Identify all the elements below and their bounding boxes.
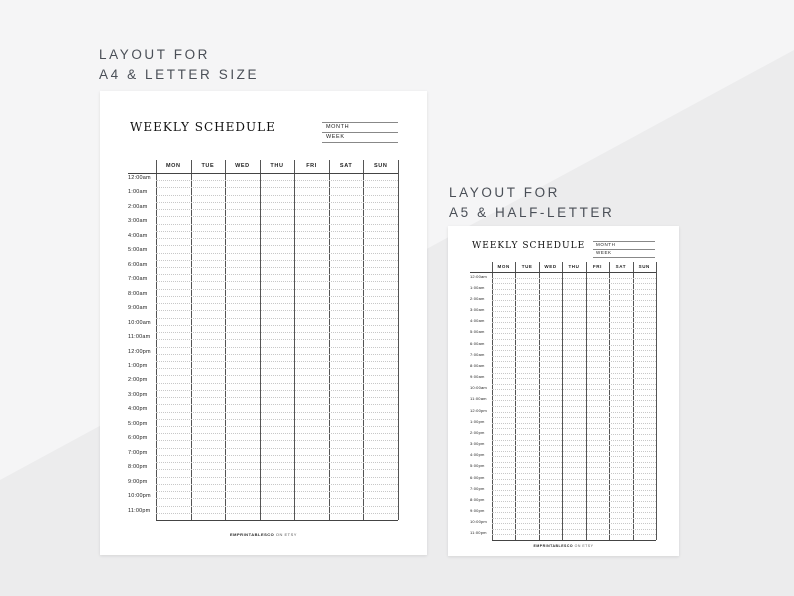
row-divider [156,440,398,441]
row-divider [492,462,656,463]
row-divider [156,253,398,254]
row-divider [156,231,398,232]
label-large-layout [99,45,259,85]
header-fields [593,241,655,259]
row-divider [492,400,656,401]
time-label: 8:00am [470,362,485,368]
time-label: 12:00pm [128,348,151,355]
day-header-mon: MON [497,263,510,269]
label-small-line-2: A5 & HALF-LETTER [449,205,615,220]
time-label: 9:00pm [470,508,485,513]
row-divider [156,433,398,434]
time-label: 7:00am [470,351,485,357]
footer-brand-name: EMPRINTABLESCO [230,532,275,537]
header-field-line [322,132,398,133]
row-divider [156,318,398,319]
time-label: 2:00pm [470,429,485,435]
row-divider [156,180,398,181]
row-divider [492,395,656,396]
row-divider [156,310,398,311]
row-divider [492,417,656,418]
time-label: 3:00pm [470,441,485,446]
time-label: 3:00pm [128,391,148,398]
time-label: 9:00am [470,374,485,379]
time-label: 6:00pm [128,435,148,442]
row-divider [156,498,398,499]
row-divider [492,529,656,530]
time-label: 7:00am [128,276,148,283]
row-divider [156,238,398,239]
day-header-thu: THU [568,263,580,269]
row-divider [492,373,656,374]
time-label: 7:00pm [470,485,485,491]
footer-brand-name: EMPRINTABLESCO [533,544,574,548]
row-divider [156,195,398,196]
day-header-mon: MON [165,163,181,169]
row-divider [492,501,656,502]
day-header-sun: SUN [373,163,388,169]
row-divider [492,479,656,480]
row-divider [156,245,398,246]
day-header-tue: TUE [201,163,215,169]
row-divider [492,306,656,307]
label-small-layout [449,183,614,223]
row-divider [492,322,656,323]
label-large-line-2: A4 & LETTER SIZE [99,67,260,82]
row-divider [492,361,656,362]
time-label: 6:00am [470,340,485,346]
row-divider [492,378,656,379]
header-rule [470,272,656,273]
row-divider [156,202,398,203]
time-label: 3:00am [470,307,485,312]
row-divider [492,345,656,346]
day-header-fri: FRI [592,263,602,269]
header-field-line [322,142,398,143]
row-divider [156,412,398,413]
header-fields [322,122,398,144]
time-label: 11:00am [470,396,487,402]
time-label: 12:00pm [470,407,487,413]
row-divider [156,224,398,225]
row-divider [156,390,398,391]
row-divider [156,491,398,492]
time-label: 1:00pm [470,418,485,424]
row-divider [156,506,398,507]
row-divider [156,347,398,348]
row-divider [492,412,656,413]
row-divider [492,328,656,329]
row-divider [156,448,398,449]
footer-brand [100,532,427,537]
row-divider [156,332,398,333]
month-label: MONTH [326,124,350,130]
row-divider [492,495,656,496]
row-divider [492,300,656,301]
time-label: 2:00am [470,295,485,301]
time-label: 11:00pm [128,507,151,514]
row-divider [156,361,398,362]
day-header-wed: WED [235,163,250,169]
label-large-line-1: LAYOUT FOR [99,47,211,62]
schedule-sheet-large [100,91,427,555]
row-divider [156,426,398,427]
row-divider [492,451,656,452]
row-divider [156,209,398,210]
row-divider [492,317,656,318]
schedule-title: WEEKLY SCHEDULE [472,241,586,251]
day-header-sun: SUN [638,263,650,269]
row-divider [156,303,398,304]
header-field-line [593,257,655,258]
time-label: 4:00am [470,318,485,324]
row-divider [492,283,656,284]
time-label: 5:00am [128,247,148,254]
time-label: 10:00pm [128,493,151,500]
month-label: MONTH [596,242,616,247]
row-divider [492,523,656,524]
row-divider [156,477,398,478]
row-divider [156,187,398,188]
time-label: 8:00pm [128,464,148,471]
row-divider [156,339,398,340]
time-label: 9:00pm [128,478,148,485]
column-divider [398,160,399,520]
row-divider [492,484,656,485]
schedule-sheet-small [448,226,679,556]
day-header-sat: SAT [615,263,627,269]
time-label: 11:00am [128,334,151,341]
time-label: 5:00am [470,329,485,335]
row-divider [492,294,656,295]
row-divider [156,216,398,217]
schedule-grid [470,262,656,540]
footer-suffix: ON ETSY [574,544,594,548]
time-label: 1:00pm [128,362,148,369]
footer-suffix: ON ETSY [275,532,297,537]
time-label: 10:00pm [470,519,487,525]
row-divider [492,440,656,441]
row-divider [492,507,656,508]
row-divider [156,281,398,282]
time-label: 1:00am [470,284,485,290]
label-small-line-1: LAYOUT FOR [449,185,561,200]
row-divider [492,434,656,435]
time-label: 10:00am [128,319,151,326]
row-divider [492,350,656,351]
time-label: 4:00pm [470,452,485,458]
time-label: 12:00am [470,273,487,279]
time-label: 8:00am [128,290,148,297]
row-divider [156,260,398,261]
time-label: 6:00am [128,261,148,268]
row-divider [156,419,398,420]
day-header-wed: WED [544,263,557,269]
time-label: 1:00am [128,189,148,196]
column-divider [656,262,657,540]
time-label: 4:00pm [128,406,148,413]
row-divider [492,534,656,535]
day-header-fri: FRI [306,163,317,169]
bottom-rule [156,520,398,521]
row-divider [492,518,656,519]
time-label: 2:00am [128,203,148,210]
time-label: 12:00am [128,175,151,181]
row-divider [156,469,398,470]
week-label: WEEK [596,250,612,255]
row-divider [156,274,398,275]
time-label: 5:00pm [128,420,148,427]
row-divider [492,456,656,457]
time-label: 3:00am [128,218,148,225]
row-divider [156,296,398,297]
schedule-grid [128,160,398,520]
row-divider [492,356,656,357]
header-field-line [322,122,398,123]
time-label: 8:00pm [470,496,485,502]
row-divider [156,455,398,456]
row-divider [156,375,398,376]
footer-brand [448,544,679,548]
row-divider [492,339,656,340]
row-divider [492,278,656,279]
row-divider [492,367,656,368]
time-label: 9:00am [128,305,148,312]
time-label: 6:00pm [470,474,485,480]
time-label: 5:00pm [470,463,485,469]
row-divider [156,325,398,326]
schedule-title: WEEKLY SCHEDULE [130,120,276,134]
day-header-sat: SAT [339,163,353,169]
time-label: 2:00pm [128,377,148,384]
row-divider [492,311,656,312]
row-divider [492,467,656,468]
row-divider [156,354,398,355]
row-divider [156,267,398,268]
time-label: 4:00am [128,232,148,239]
row-divider [492,406,656,407]
row-divider [156,289,398,290]
row-divider [492,512,656,513]
time-label: 10:00am [470,385,487,391]
header-rule [128,173,398,174]
row-divider [492,384,656,385]
row-divider [156,383,398,384]
bottom-rule [492,540,656,541]
row-divider [492,473,656,474]
row-divider [492,333,656,334]
row-divider [156,404,398,405]
time-label: 7:00pm [128,449,148,456]
row-divider [492,445,656,446]
week-label: WEEK [326,134,345,140]
row-divider [156,368,398,369]
row-divider [156,513,398,514]
row-divider [492,289,656,290]
row-divider [156,462,398,463]
day-header-thu: THU [270,163,284,169]
row-divider [492,389,656,390]
row-divider [492,428,656,429]
row-divider [492,423,656,424]
row-divider [492,490,656,491]
row-divider [156,484,398,485]
time-label: 11:00pm [470,530,487,536]
row-divider [156,397,398,398]
day-header-tue: TUE [521,263,533,269]
